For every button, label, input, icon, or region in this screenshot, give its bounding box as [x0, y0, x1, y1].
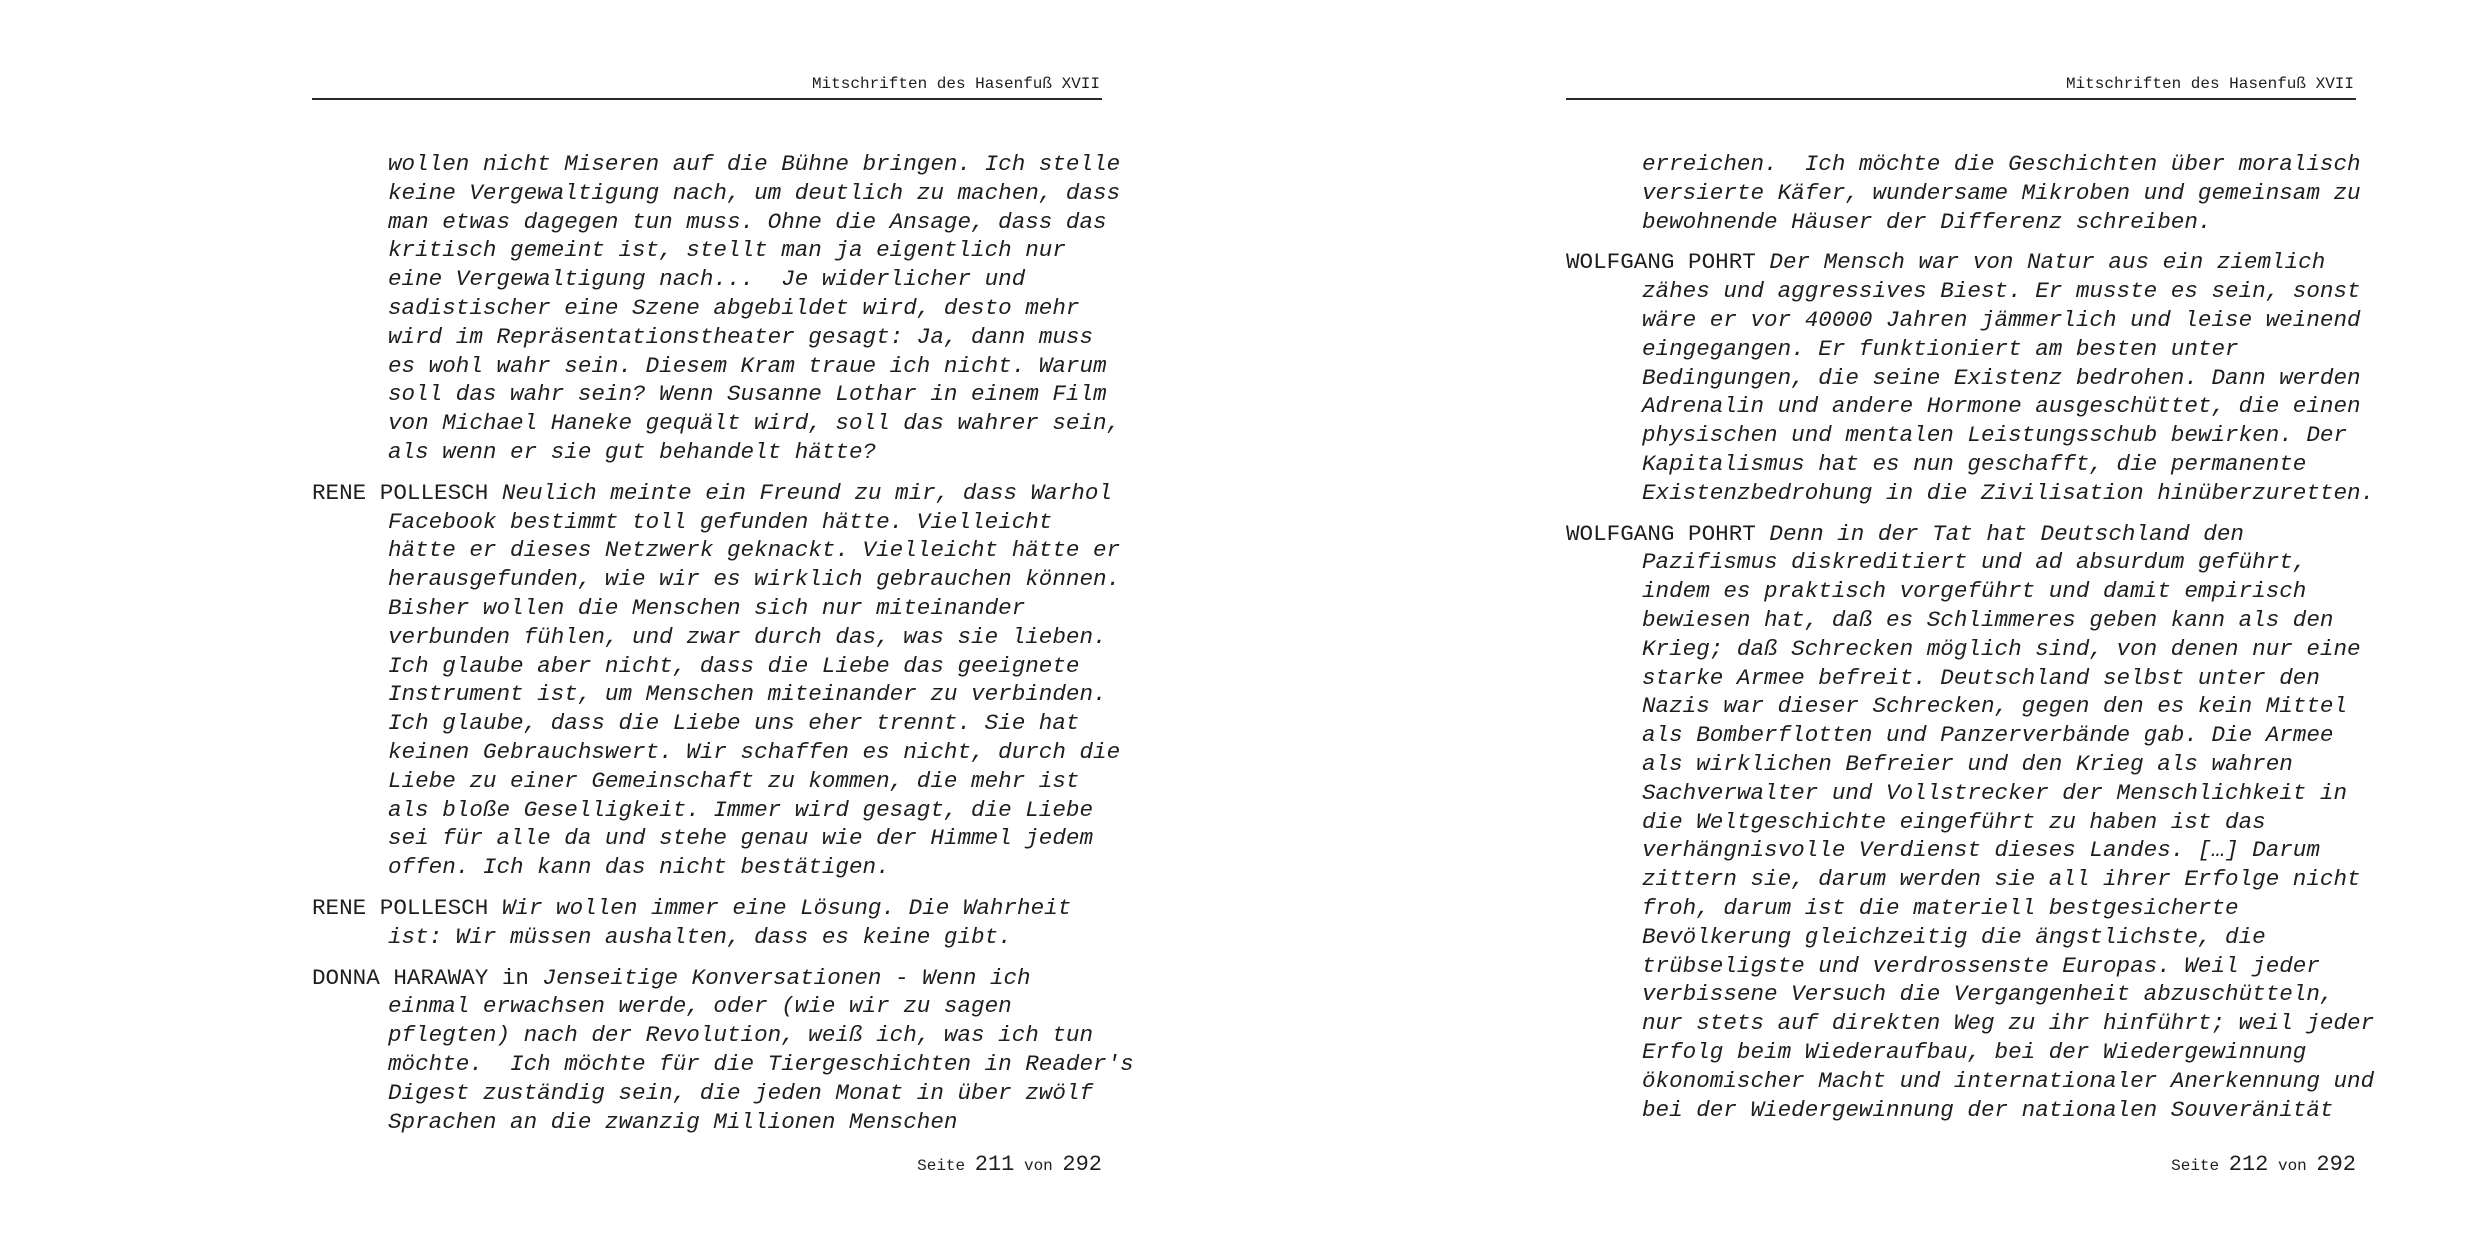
- quote-text: Bedingungen, die seine Existenz bedrohen. Dann werden: [1642, 364, 2361, 391]
- quote-text: wird im Repräsentationstheater gesagt: Ja, dann muss: [388, 323, 1094, 350]
- text-line: [312, 294, 1112, 323]
- quote-text: versierte Käfer, wundersame Mikroben und gemeinsam zu: [1642, 179, 2361, 206]
- running-header: [312, 74, 1102, 100]
- quote-text: als Bomberflotten und Panzerverbände gab. Die Armee: [1642, 722, 2334, 749]
- text-line: [1566, 150, 2366, 179]
- text-line: [1566, 421, 2366, 450]
- quote-text: Ich glaube, dass die Liebe uns eher trennt. Sie hat: [388, 710, 1080, 737]
- text-line: [1566, 721, 2366, 750]
- speaker-name: WOLFGANG POHRT: [1566, 520, 1756, 547]
- quote-text: froh, darum ist die materiell bestgesicherte: [1642, 894, 2239, 921]
- quote-text: Jenseitige Konversationen - Wenn ich: [542, 964, 1031, 991]
- quote-text: indem es praktisch vorgeführt und damit empirisch: [1642, 578, 2307, 605]
- quote-text: keinen Gebrauchswert. Wir schaffen es nicht, durch die: [388, 738, 1121, 765]
- text-line: [1566, 450, 2366, 479]
- quote-entry: [312, 894, 1112, 952]
- text-line: [1566, 923, 2366, 952]
- quote-text: als bloße Geselligkeit. Immer wird gesagt, die Liebe: [388, 796, 1094, 823]
- page-right: [1566, 0, 2375, 1240]
- text-line: [312, 508, 1112, 537]
- quote-entry: [312, 964, 1134, 1137]
- text-line: [1566, 577, 2366, 606]
- quote-text: verhängnisvolle Verdienst dieses Landes. […] Darum: [1642, 837, 2320, 864]
- text-line: [312, 824, 1112, 853]
- quote-text: Kapitalismus hat es nun geschafft, die permanente: [1642, 450, 2307, 477]
- speaker-name: DONNA HARAWAY: [312, 964, 489, 991]
- quote-text: als wenn er sie gut behandelt hätte?: [388, 438, 877, 465]
- quote-text: soll das wahr sein? Wenn Susanne Lothar in einem Film: [388, 381, 1107, 408]
- running-header-text: Mitschriften des Hasenfuß XVII: [2065, 75, 2354, 93]
- text-line: [312, 964, 1112, 993]
- text-line: [1566, 692, 2366, 721]
- text-line: [1566, 548, 2366, 577]
- text-line: [1566, 865, 2366, 894]
- footer-label: Seite: [2171, 1157, 2220, 1175]
- text-line: [312, 680, 1112, 709]
- text-line: [312, 992, 1112, 1021]
- page-body: [312, 150, 1134, 1148]
- page-footer: [1566, 1150, 2356, 1181]
- quote-text: zittern sie, darum werden sie all ihrer Erfolge nicht: [1642, 866, 2361, 893]
- quote-text: hätte er dieses Netzwerk geknackt. Vielleicht hätte er: [388, 537, 1121, 564]
- quote-text: zähes und aggressives Biest. Er musste es sein, sonst: [1642, 278, 2361, 305]
- speaker-name: WOLFGANG POHRT: [1566, 249, 1756, 276]
- quote-text: einmal erwachsen werde, oder (wie wir zu sagen: [388, 993, 1012, 1020]
- text-line: [1566, 836, 2366, 865]
- footer-of: von: [2277, 1157, 2307, 1175]
- quote-text: Facebook bestimmt toll gefunden hätte. Vielleicht: [388, 508, 1053, 535]
- quote-text: ökonomischer Macht und internationaler Anerkennung und: [1642, 1067, 2375, 1094]
- quote-text: Sachverwalter und Vollstrecker der Menschlichkeit in: [1642, 779, 2348, 806]
- text-line: [312, 236, 1112, 265]
- quote-text: Erfolg beim Wiederaufbau, bei der Wiedergewinnung: [1642, 1038, 2307, 1065]
- text-line: [312, 738, 1121, 767]
- text-line: [312, 536, 1121, 565]
- speaker-prefix: in: [501, 964, 529, 991]
- quote-entry: [1566, 248, 2375, 507]
- text-line: [1566, 277, 2366, 306]
- text-line: [312, 565, 1121, 594]
- quote-text: sei für alle da und stehe genau wie der Himmel jedem: [388, 825, 1094, 852]
- text-line: [312, 265, 1112, 294]
- quote-text: wäre er vor 40000 Jahren jämmerlich und leise weinend: [1642, 306, 2361, 333]
- text-line: [1566, 208, 2366, 237]
- quote-text: als wirklichen Befreier und den Krieg als wahren: [1642, 750, 2293, 777]
- quote-text: bewohnende Häuser der Differenz schreiben.: [1642, 208, 2212, 235]
- quote-text: Existenzbedrohung in die Zivilisation hinüberzuretten.: [1642, 479, 2375, 506]
- quote-text: sadistischer eine Szene abgebildet wird, desto mehr: [388, 294, 1080, 321]
- quote-text: Neulich meinte ein Freund zu mir, dass Warhol: [501, 479, 1112, 506]
- text-line: [312, 923, 1112, 952]
- quote-text: bewiesen hat, daß es Schlimmeres geben kann als den: [1642, 606, 2334, 633]
- quote-text: die Weltgeschichte eingeführt zu haben ist das: [1642, 808, 2266, 835]
- text-line: [312, 479, 1112, 508]
- page-number: 212: [2228, 1152, 2269, 1177]
- text-line: [312, 652, 1112, 681]
- text-line: [312, 352, 1112, 381]
- quote-text: Bevölkerung gleichzeitig die ängstlichste, die: [1642, 923, 2266, 950]
- text-line: [312, 438, 1112, 467]
- quote-text: möchte. Ich möchte für die Tiergeschichten in Reader's: [388, 1050, 1134, 1077]
- quote-text: Der Mensch war von Natur aus ein ziemlich: [1769, 249, 2326, 276]
- text-line: [312, 796, 1112, 825]
- text-line: [312, 179, 1121, 208]
- quote-text: verbissene Versuch die Vergangenheit abzuschütteln,: [1642, 981, 2334, 1008]
- footer-of: von: [1023, 1157, 1053, 1175]
- text-line: [312, 709, 1112, 738]
- page-number: 211: [974, 1152, 1015, 1177]
- text-line: [312, 208, 1112, 237]
- text-line: [1566, 479, 2375, 508]
- text-line: [1566, 306, 2366, 335]
- text-line: [312, 767, 1112, 796]
- text-line: [1566, 392, 2366, 421]
- text-line: [1566, 1096, 2366, 1125]
- text-line: [1566, 664, 2366, 693]
- quote-text: es wohl wahr sein. Diesem Kram traue ich nicht. Warum: [388, 352, 1107, 379]
- quote-text: starke Armee befreit. Deutschland selbst unter den: [1642, 664, 2320, 691]
- text-line: [312, 623, 1112, 652]
- text-line: [1566, 952, 2366, 981]
- quote-text: von Michael Haneke gequält wird, soll das wahrer sein,: [388, 410, 1121, 437]
- text-line: [1566, 1038, 2366, 1067]
- page-total: 292: [1062, 1152, 1102, 1177]
- quote-text: bei der Wiedergewinnung der nationalen Souveränität: [1642, 1096, 2334, 1123]
- quote-text: Adrenalin und andere Hormone ausgeschüttet, die einen: [1642, 393, 2361, 420]
- text-line: [312, 1108, 1112, 1137]
- quote-text: erreichen. Ich möchte die Geschichten über moralisch: [1642, 151, 2361, 177]
- quote-text: eingegangen. Er funktioniert am besten unter: [1642, 335, 2239, 362]
- text-line: [1566, 635, 2366, 664]
- quote-entry: [312, 479, 1121, 882]
- quote-text: Instrument ist, um Menschen miteinander zu verbinden.: [388, 681, 1107, 708]
- text-line: [312, 894, 1112, 923]
- text-line: [1566, 808, 2366, 837]
- quote-entry: [1566, 520, 2375, 1125]
- quote-text: Liebe zu einer Gemeinschaft zu kommen, die mehr ist: [388, 767, 1080, 794]
- quote-text: eine Vergewaltigung nach... Je widerlicher und: [388, 266, 1026, 293]
- running-header-text: Mitschriften des Hasenfuß XVII: [811, 75, 1100, 93]
- text-line: [312, 323, 1112, 352]
- quote-continuation: [1566, 150, 2366, 236]
- quote-text: keine Vergewaltigung nach, um deutlich zu machen, dass: [388, 179, 1121, 206]
- text-line: [1566, 894, 2366, 923]
- footer-label: Seite: [917, 1157, 966, 1175]
- page-body: [1566, 150, 2375, 1136]
- text-line: [312, 1050, 1134, 1079]
- quote-text: offen. Ich kann das nicht bestätigen.: [388, 854, 890, 881]
- quote-text: Wir wollen immer eine Lösung. Die Wahrheit: [501, 894, 1072, 921]
- text-line: [1566, 248, 2366, 277]
- quote-continuation: [312, 150, 1121, 467]
- text-line: [1566, 606, 2366, 635]
- running-header: [1566, 74, 2356, 100]
- page-total: 292: [2316, 1152, 2356, 1177]
- speaker-name: RENE POLLESCH: [312, 479, 489, 506]
- page-footer: [312, 1150, 1102, 1181]
- quote-text: man etwas dagegen tun muss. Ohne die Ansage, dass das: [388, 208, 1107, 235]
- text-line: [1566, 750, 2366, 779]
- quote-text: ist: Wir müssen aushalten, dass es keine gibt.: [388, 923, 1012, 950]
- text-line: [312, 853, 1112, 882]
- text-line: [1566, 1009, 2375, 1038]
- quote-text: herausgefunden, wie wir es wirklich gebrauchen können.: [388, 566, 1121, 593]
- text-line: [1566, 980, 2366, 1009]
- quote-text: Nazis war dieser Schrecken, gegen den es kein Mittel: [1642, 693, 2348, 720]
- text-line: [1566, 779, 2366, 808]
- quote-text: Bisher wollen die Menschen sich nur miteinander: [388, 594, 1026, 621]
- text-line: [312, 594, 1112, 623]
- text-line: [1566, 364, 2366, 393]
- quote-text: kritisch gemeint ist, stellt man ja eigentlich nur: [388, 237, 1066, 264]
- quote-text: verbunden fühlen, und zwar durch das, was sie lieben.: [388, 623, 1107, 650]
- quote-text: wollen nicht Miseren auf die Bühne bringen. Ich stelle: [388, 151, 1121, 177]
- speaker-name: RENE POLLESCH: [312, 894, 489, 921]
- text-line: [312, 1079, 1112, 1108]
- text-line: [1566, 1067, 2375, 1096]
- quote-text: physischen und mentalen Leistungsschub bewirken. Der: [1642, 422, 2348, 449]
- quote-text: Krieg; daß Schrecken möglich sind, von denen nur eine: [1642, 635, 2361, 662]
- quote-text: nur stets auf direkten Weg zu ihr hinführt; weil jeder: [1642, 1010, 2375, 1037]
- text-line: [1566, 520, 2366, 549]
- text-line: [1566, 335, 2366, 364]
- quote-text: trübseligste und verdrossenste Europas. Weil jeder: [1642, 952, 2320, 979]
- page-left: [312, 0, 1134, 1240]
- text-line: [312, 409, 1121, 438]
- quote-text: Digest zuständig sein, die jeden Monat in über zwölf: [388, 1079, 1094, 1106]
- quote-text: Denn in der Tat hat Deutschland den: [1769, 520, 2244, 547]
- quote-text: Sprachen an die zwanzig Millionen Menschen: [388, 1108, 958, 1135]
- text-line: [312, 380, 1112, 409]
- quote-text: pflegten) nach der Revolution, weiß ich, was ich tun: [388, 1022, 1094, 1049]
- quote-text: Ich glaube aber nicht, dass die Liebe das geeignete: [388, 652, 1080, 679]
- quote-text: Pazifismus diskreditiert und ad absurdum geführt,: [1642, 549, 2307, 576]
- text-line: [1566, 179, 2366, 208]
- text-line: [312, 150, 1121, 179]
- text-line: [312, 1021, 1112, 1050]
